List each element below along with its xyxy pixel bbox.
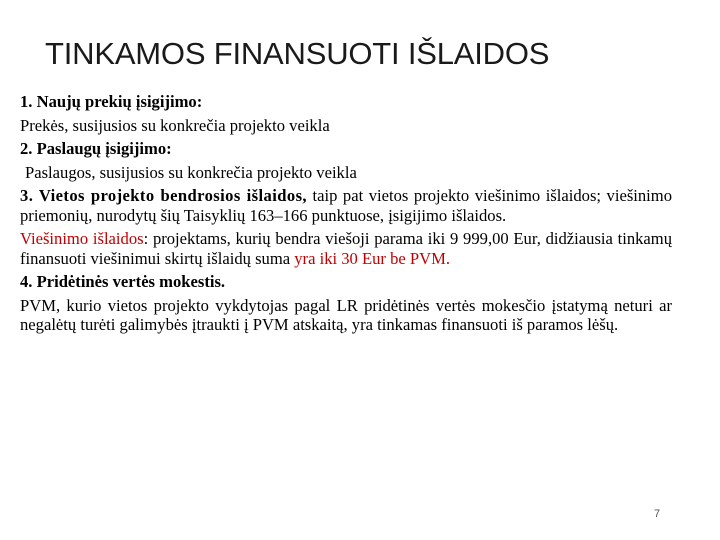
item-3-note-text: : projektams, kurių bendra viešoji parama iki 9 999,00 Eur, didžiausia tinkamų finansuoti viešinimui skirtų išlaidų suma xyxy=(20,229,672,268)
item-2-heading-text: 2. Paslaugų įsigijimo: xyxy=(20,139,172,158)
item-1-description: Prekės, susijusios su konkrečia projekto veikla xyxy=(20,115,330,135)
item-3-note-label: Viešinimo išlaidos xyxy=(20,229,144,248)
item-3-description: taip pat vietos projekto viešinimo išlaidos; viešinimo priemonių, nurodytų šių Taisyklių 163–166 punktuose, įsigijimo išlaidos. xyxy=(20,186,672,225)
slide-content xyxy=(20,92,672,339)
item-4-heading xyxy=(20,272,672,292)
item-2-heading xyxy=(20,139,672,159)
item-4-heading-text: 4. Pridėtinės vertės mokestis. xyxy=(20,272,226,291)
item-3-heading: 3. Vietos projekto bendrosios išlaidos, xyxy=(20,186,307,205)
item-4-description: PVM, kurio vietos projekto vykdytojas pagal LR pridėtinės vertės mokesčio įstatymą neturi ar negalėtų turėti galimybės įtraukti į PVM atskaitą, yra tinkamas finansuoti iš paramos lėšų. xyxy=(20,295,672,334)
item-3-paragraph xyxy=(20,186,672,225)
page-number: 7 xyxy=(654,508,661,520)
item-3-note xyxy=(20,229,672,268)
item-3-note-highlight: yra iki 30 Eur be PVM. xyxy=(294,248,451,268)
item-2-description: Paslaugos, susijusios su konkrečia projekto veikla xyxy=(25,162,357,182)
slide-title: TINKAMOS FINANSUOTI IŠLAIDOS xyxy=(45,36,550,71)
item-1-heading-text: 1. Naujų prekių įsigijimo: xyxy=(20,92,203,111)
item-1-heading xyxy=(20,92,672,112)
